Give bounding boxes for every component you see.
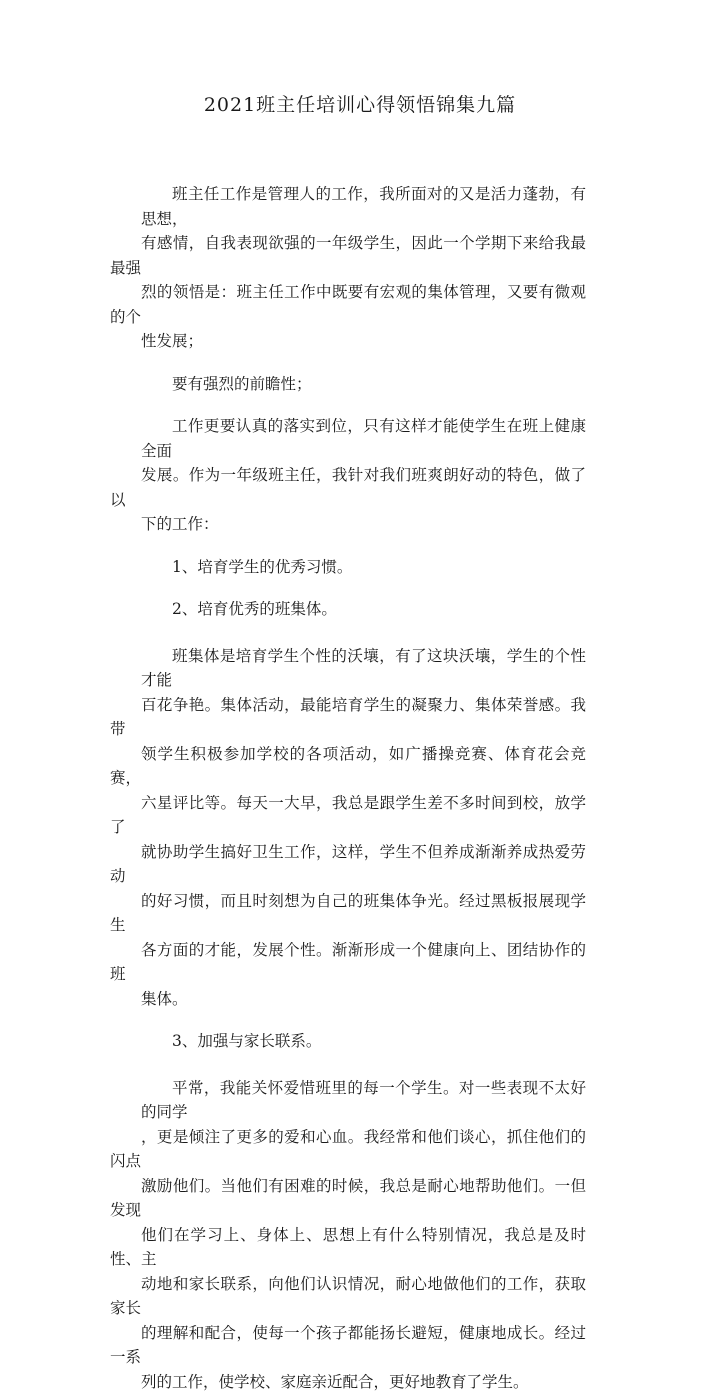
text-line: 性发展； bbox=[110, 329, 586, 354]
list-item-1 bbox=[110, 555, 586, 580]
document-body bbox=[110, 182, 586, 1394]
list-item-3 bbox=[110, 1029, 586, 1054]
text-line: 班集体是培育学生个性的沃壤，有了这块沃壤，学生的个性才能 bbox=[110, 644, 586, 693]
text-line: 发展。作为一年级班主任，我针对我们班爽朗好动的特色，做了以 bbox=[110, 463, 586, 512]
paragraph-collective bbox=[110, 644, 586, 1012]
paragraph-foresight bbox=[110, 372, 586, 397]
text-line: 的理解和配合，使每一个孩子都能扬长避短，健康地成长。经过一系 bbox=[110, 1321, 586, 1370]
paragraph-intro bbox=[110, 182, 586, 354]
text-line: 的好习惯，而且时刻想为自己的班集体争光。经过黑板报展现学生 bbox=[110, 889, 586, 938]
paragraph-parents bbox=[110, 1076, 586, 1394]
text-line: 列的工作，使学校、家庭亲近配合，更好地教育了学生。 bbox=[110, 1370, 586, 1394]
text-line: 各方面的才能，发展个性。渐渐形成一个健康向上、团结协作的班 bbox=[110, 938, 586, 987]
text-line: 下的工作： bbox=[110, 512, 586, 537]
text-line: 百花争艳。集体活动，最能培育学生的凝聚力、集体荣誉感。我带 bbox=[110, 693, 586, 742]
text-line: 工作更要认真的落实到位，只有这样才能使学生在班上健康全面 bbox=[110, 414, 586, 463]
text-line: 班主任工作是管理人的工作，我所面对的又是活力蓬勃，有思想， bbox=[110, 182, 586, 231]
text-line: 就协助学生搞好卫生工作，这样，学生不但养成渐渐养成热爱劳动 bbox=[110, 840, 586, 889]
text-line: 激励他们。当他们有困难的时候，我总是耐心地帮助他们。一但发现 bbox=[110, 1174, 586, 1223]
text-line: 烈的领悟是：班主任工作中既要有宏观的集体管理，又要有微观的个 bbox=[110, 280, 586, 329]
text-line: 动地和家长联系，向他们认识情况，耐心地做他们的工作，获取家长 bbox=[110, 1272, 586, 1321]
text-line: 他们在学习上、身体上、思想上有什么特别情况，我总是及时性、主 bbox=[110, 1223, 586, 1272]
text-line: 领学生积极参加学校的各项活动，如广播操竞赛、体育花会竞赛， bbox=[110, 742, 586, 791]
text-line: 六星评比等。每天一大早，我总是跟学生差不多时间到校，放学了 bbox=[110, 791, 586, 840]
text-line: 2、培育优秀的班集体。 bbox=[110, 597, 586, 622]
paragraph-work bbox=[110, 414, 586, 537]
text-line: 1、培育学生的优秀习惯。 bbox=[110, 555, 586, 580]
text-line: 集体。 bbox=[110, 987, 586, 1012]
list-item-2 bbox=[110, 597, 586, 622]
text-line: ，更是倾注了更多的爱和心血。我经常和他们谈心，抓住他们的闪点 bbox=[110, 1125, 586, 1174]
text-line: 要有强烈的前瞻性； bbox=[110, 372, 586, 397]
text-line: 平常，我能关怀爱惜班里的每一个学生。对一些表现不太好的同学 bbox=[110, 1076, 586, 1125]
text-line: 3、加强与家长联系。 bbox=[110, 1029, 586, 1054]
text-line: 有感情，自我表现欲强的一年级学生，因此一个学期下来给我最最强 bbox=[110, 231, 586, 280]
document-title: 2021班主任培训心得领悟锦集九篇 bbox=[0, 90, 720, 117]
